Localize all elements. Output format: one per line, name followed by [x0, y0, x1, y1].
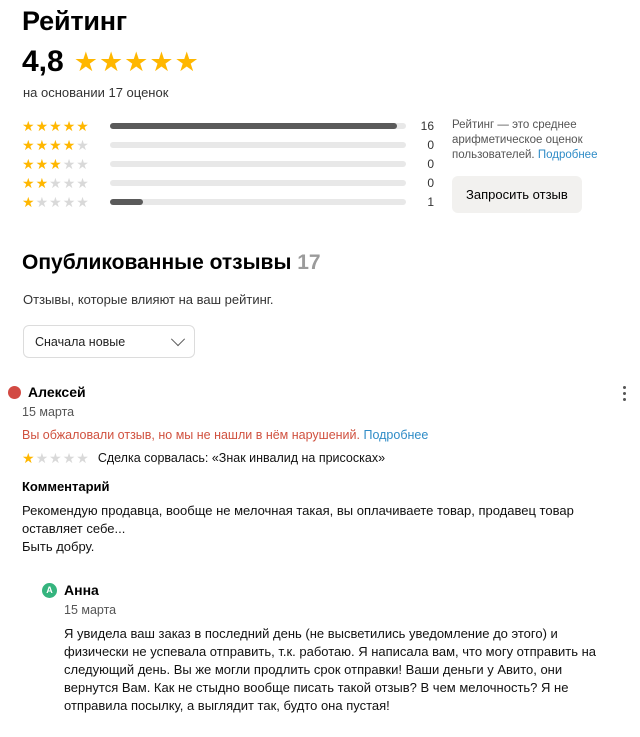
star-icon: ★ [22, 174, 35, 191]
avatar [8, 386, 21, 399]
star-icon: ★ [76, 174, 89, 191]
star-icon: ★ [76, 136, 89, 153]
star-icon: ★ [35, 193, 49, 210]
sort-select-value: Сначала новые [35, 334, 126, 349]
histogram-bar [110, 180, 406, 186]
review-stars [22, 451, 89, 465]
rating-stars [73, 46, 199, 77]
star-icon: ★ [76, 193, 89, 210]
avatar: A [42, 583, 57, 598]
histogram-row [22, 173, 434, 192]
rating-info [452, 116, 617, 213]
star-icon: ★ [22, 155, 35, 172]
reply-date: 15 марта [64, 603, 117, 617]
review-date: 15 марта [22, 405, 75, 419]
star-icon: ★ [49, 136, 62, 153]
histogram-row [22, 154, 434, 173]
sort-select[interactable] [23, 325, 195, 358]
kebab-menu-icon[interactable] [622, 386, 626, 401]
histogram-count: 16 [420, 118, 434, 133]
rating-info-link[interactable]: Подробнее [537, 149, 598, 161]
histogram-stars [22, 138, 110, 152]
reply-text: Я увидела ваш заказ в последний день (не высветились уведомление до этого) и физически не успевала отправить, т.к. работаю. Я написала вам, что могу отправить на следующий день. Вы же могли продлить срок отправки! Ваши деньги у Авито, они вернутся Вам. Как не стыдно вообще писать такой отзыв? В чем мелочность? Я не отправила посылку, а выглядит так, будто она пустая! [64, 626, 596, 713]
star-icon: ★ [35, 174, 49, 191]
star-icon: ★ [76, 117, 89, 134]
star-icon: ★ [62, 136, 76, 153]
reviews-section-title [22, 251, 640, 275]
review-appeal-link[interactable]: Подробнее [363, 428, 429, 442]
reply-author: Анна [64, 582, 99, 598]
histogram-bar [110, 123, 406, 129]
star-icon: ★ [149, 46, 174, 77]
star-icon: ★ [124, 46, 149, 77]
histogram-row [22, 116, 434, 135]
star-icon: ★ [22, 450, 35, 466]
reviews-count: 17 [297, 251, 321, 274]
reviews-subtitle: Отзывы, которые влияют на ваш рейтинг. [23, 292, 274, 307]
star-icon: ★ [22, 193, 35, 210]
histogram-count: 0 [427, 156, 434, 171]
histogram-stars [22, 195, 110, 209]
rating-breakdown [0, 116, 640, 213]
histogram-count: 1 [427, 194, 434, 209]
star-icon: ★ [62, 193, 76, 210]
review-comment-line-2: Быть добру. [22, 539, 95, 554]
review-appeal-text: Вы обжаловали отзыв, но мы не нашли в нём нарушений. [22, 428, 360, 442]
review-rating-line [22, 451, 640, 465]
histogram-stars [22, 157, 110, 171]
histogram-bar [110, 161, 406, 167]
review-reply [42, 582, 640, 715]
rating-summary [22, 47, 640, 77]
star-icon: ★ [49, 117, 62, 134]
star-icon: ★ [22, 136, 35, 153]
histogram-count: 0 [427, 137, 434, 152]
reply-header [42, 582, 640, 598]
review-author: Алексей [28, 384, 86, 400]
page-title: Рейтинг [22, 6, 127, 36]
rating-info-text [452, 118, 617, 163]
star-icon: ★ [73, 46, 98, 77]
star-icon: ★ [98, 46, 124, 77]
star-icon: ★ [35, 117, 49, 134]
star-icon: ★ [49, 155, 62, 172]
star-icon: ★ [35, 155, 49, 172]
star-icon: ★ [62, 117, 76, 134]
reviews-title-text: Опубликованные отзывы [22, 251, 292, 274]
star-icon: ★ [49, 174, 62, 191]
review-appeal-notice [22, 428, 640, 442]
request-review-button[interactable]: Запросить отзыв [452, 176, 582, 213]
histogram-row [22, 135, 434, 154]
review-deal-text: Сделка сорвалась: «Знак инвалид на присосках» [97, 451, 386, 465]
star-icon: ★ [76, 450, 89, 466]
review-comment-line-1: Рекомендую продавца, вообще не мелочная такая, вы оплачиваете товар, продавец товар оставляет себе... [22, 503, 574, 536]
rating-info-body: Рейтинг — это среднее арифметическое оценок пользователей. [452, 119, 583, 161]
star-icon: ★ [76, 155, 89, 172]
star-icon: ★ [49, 450, 62, 466]
star-icon: ★ [22, 117, 35, 134]
rating-histogram [22, 116, 434, 213]
histogram-stars [22, 119, 110, 133]
histogram-bar [110, 142, 406, 148]
histogram-row [22, 192, 434, 211]
review-comment-text [22, 502, 607, 556]
star-icon: ★ [62, 174, 76, 191]
review-header [8, 384, 640, 400]
review-comment-label: Комментарий [22, 479, 110, 494]
star-icon: ★ [49, 193, 62, 210]
rating-page [0, 6, 640, 737]
histogram-bar [110, 199, 406, 205]
star-icon: ★ [174, 46, 199, 77]
rating-subtitle: на основании 17 оценок [23, 85, 169, 100]
star-icon: ★ [35, 450, 49, 466]
star-icon: ★ [35, 136, 49, 153]
histogram-stars [22, 176, 110, 190]
rating-value: 4,8 [22, 45, 64, 78]
star-icon: ★ [62, 155, 76, 172]
chevron-down-icon [171, 332, 185, 346]
star-icon: ★ [62, 450, 76, 466]
review-item [0, 384, 640, 715]
histogram-count: 0 [427, 175, 434, 190]
